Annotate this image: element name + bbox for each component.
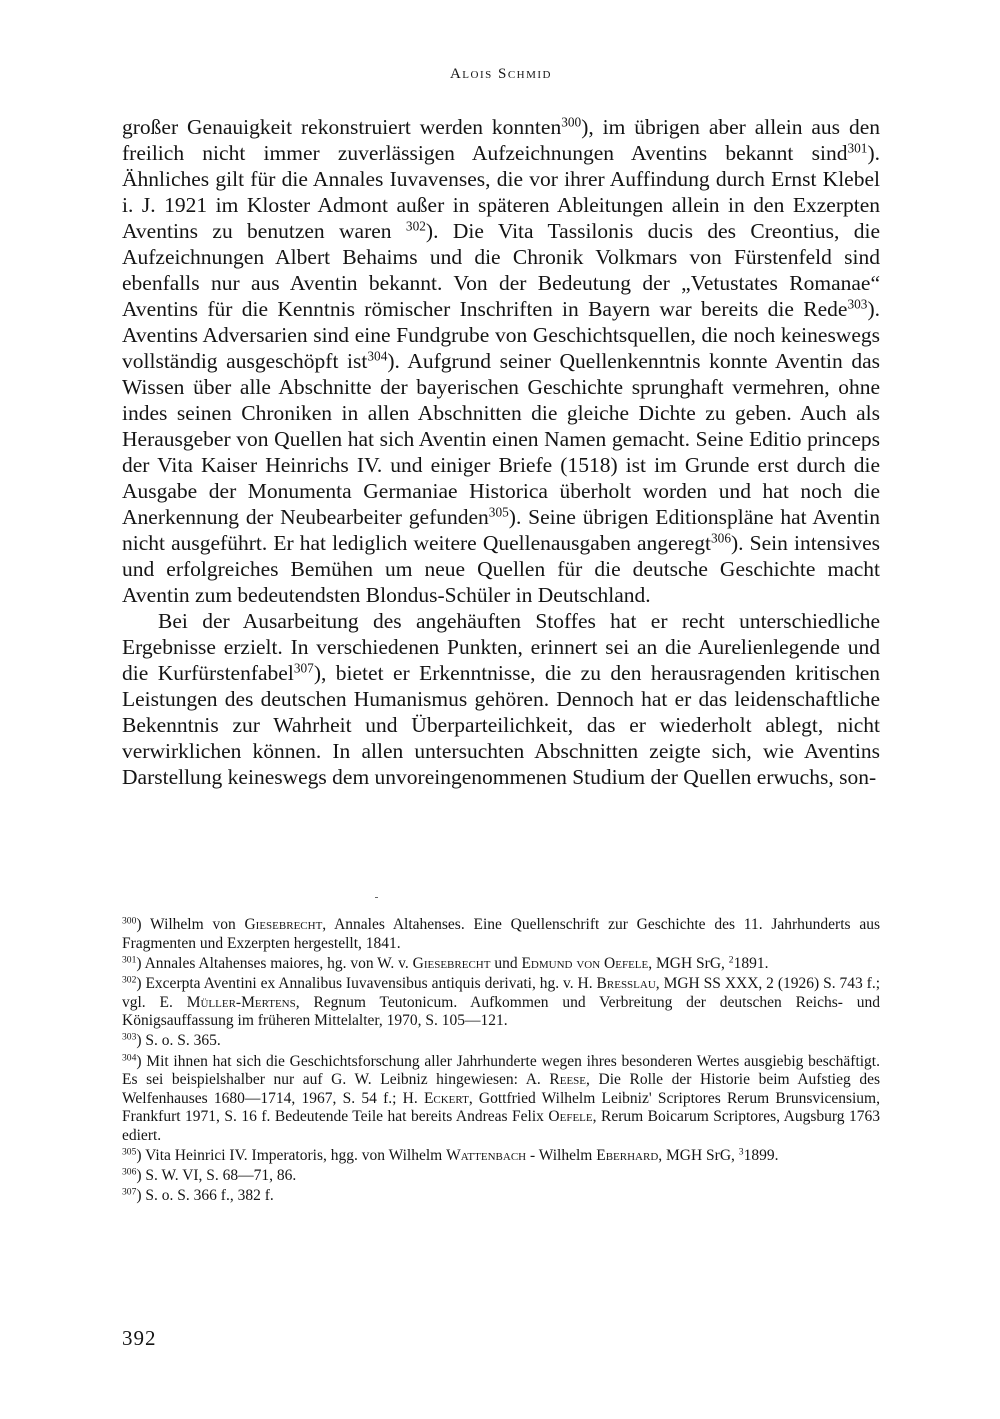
text-run: , Regnum Teutonicum. Aufkommen und Verbreitung der deutschen Reichs- und Königsauffassung im früheren Mittelalter, 1970, S. 105—121. <box>122 993 880 1030</box>
author-name: Bresslau <box>596 974 656 992</box>
author-name: Giesebrecht <box>412 954 491 972</box>
text-run: , MGH SrG, <box>648 954 729 972</box>
footnote <box>122 1187 880 1206</box>
note-reference: 305 <box>122 1146 137 1158</box>
text-run: 1899. <box>743 1147 779 1165</box>
footnote <box>122 1053 880 1146</box>
footnote <box>122 975 880 1031</box>
note-reference: 3 <box>738 1146 744 1158</box>
separator-mark <box>375 897 378 898</box>
text-run: , Gottfried Wilhelm Leibniz' Scriptores Rerum Brunsvicensium, Frankfurt 1971, S. 16 f. Bedeutende Teile hat bereits Andreas Felix <box>122 1089 880 1126</box>
main-text <box>122 114 880 790</box>
note-reference: 304 <box>122 1052 137 1064</box>
text-run: , MGH SrG, <box>658 1147 739 1165</box>
text-run: ), bietet er Erkenntnisse, die zu den herausragenden kritischen Leistungen des deutschen Humanismus gehören. Dennoch hat er das leidenschaftliche Bekenntnis zur Wahrheit und Überparteilichkeit, das er wiederholt ablegt, nicht verwirklichen können. In allen untersuchten Abschnitten zeigte sich, wie Aventins Darstellung keineswegs dem unvoreingenommenen Studium der Quellen erwuchs, son- <box>122 661 880 789</box>
note-reference: 2 <box>728 954 734 966</box>
text-run: ). Aventins Adversarien sind eine Fundgrube von Geschichtsquellen, die noch keineswegs vollständig ausgeschöpft ist <box>122 297 880 373</box>
text-run: ) Wilhelm von <box>136 916 245 933</box>
text-run: ) S. o. S. 365. <box>136 1032 221 1050</box>
note-reference: 306 <box>122 1167 137 1178</box>
text-run: , MGH SS XXX, 2 (1926) S. 743 f.; vgl. E. <box>122 974 880 1011</box>
text-run: , Die Rolle der Historie beim Aufstieg des Welfenhauses 1680—1714, 1967, S. 54 f.; H. <box>122 1071 880 1107</box>
note-reference: 303 <box>847 296 868 312</box>
text-run: Bei der Ausarbeitung des angehäuften Stoffes hat er recht unterschiedliche Ergebnisse erzielt. In verschiedenen Punkten, erinnert sei an die Aurelienlegende und die Kurfürstenfabel <box>122 609 880 685</box>
text-run: ) S. W. VI, S. 68—71, 86. <box>136 1167 297 1185</box>
note-reference: 306 <box>711 530 732 546</box>
body-paragraph <box>122 608 880 790</box>
author-name: Eberhard <box>596 1147 659 1165</box>
author-name: Müller-Mertens <box>186 993 296 1011</box>
note-reference: 304 <box>367 348 388 364</box>
text-run: ) Vita Heinrici IV. Imperatoris, hgg. von Wilhelm <box>136 1147 447 1165</box>
text-run: , Annales Altahenses. Eine Quellenschrift zur Geschichte des 11. Jahrhunderts aus Fragmenten und Exzerpten hergestellt, 1841. <box>122 916 880 952</box>
text-run: ). Aufgrund seiner Quellenkenntnis konnte Aventin das Wissen über alle Abschnitte der bayerischen Geschichte sprunghaft vermehren, ohne indes seinen Chroniken in allen Abschnitten die gleiche Dichte zu geben. Auch als Herausgeber von Quellen hat sich Aventin einen Namen gemacht. Seine Editio princeps der Vita Kaiser Heinrichs IV. und einiger Briefe (1518) ist im Grunde erst durch die Ausgabe der Monumenta Germaniae Historica überholt worden und hat noch die Anerkennung der Neubearbeiter gefunden <box>122 349 880 529</box>
note-reference: 300 <box>122 915 137 927</box>
note-reference: 303 <box>122 1032 137 1044</box>
text-run: 1891. <box>733 954 769 972</box>
text-run: - Wilhelm <box>526 1147 597 1165</box>
author-name: Wattenbach <box>446 1147 527 1165</box>
footnote <box>122 1167 880 1186</box>
footnote <box>122 955 880 974</box>
text-run: großer Genauigkeit rekonstruiert werden konnten <box>122 115 562 139</box>
footnote <box>122 1032 880 1051</box>
text-run: ). Sein intensives und erfolgreiches Bemühen um neue Quellen für die deutsche Geschichte macht Aventin zum bedeutendsten Blondus-Schüler in Deutschland. <box>122 531 880 607</box>
text-run: ). Ähnliches gilt für die Annales Iuvavenses, die vor ihrer Auffindung durch Ernst Klebel i. J. 1921 im Kloster Admont außer in späteren Ableitungen allein in den Exzerpten Aventins zu benutzen waren <box>122 141 880 243</box>
note-reference: 300 <box>561 114 582 130</box>
text-run: ), im übrigen aber allein aus den freilich nicht immer zuverlässigen Aufzeichnungen Aventins bekannt sind <box>122 115 880 165</box>
text-run: , Rerum Boicarum Scriptores, Augsburg 1763 ediert. <box>122 1108 880 1144</box>
note-reference: 302 <box>122 974 137 986</box>
note-reference: 307 <box>122 1187 137 1199</box>
body-paragraph <box>122 114 880 608</box>
text-run: ). Die Vita Tassilonis ducis des Creontius, die Aufzeichnungen Albert Behaims und die Chronik Volkmars von Fürstenfeld sind ebenfalls nur aus Aventin bekannt. Von der Bedeutung der „Vetustates Romanae“ Aventins für die Kenntnis römischer Inschriften in Bayern war bereits die Rede <box>122 219 880 321</box>
text-run: ) Annales Altahenses maiores, hg. von W. v. <box>136 954 413 972</box>
author-name: Edmund von Oefele <box>521 954 649 972</box>
note-reference: 302 <box>405 218 426 234</box>
author-name: Oefele <box>548 1108 593 1126</box>
text-run: ). Seine übrigen Editionspläne hat Aventin nicht ausgeführt. Er hat lediglich weitere Quellenausgaben angeregt <box>122 505 880 555</box>
text-run: ) Excerpta Aventini ex Annalibus Iuvavensibus antiquis derivati, hg. v. H. <box>136 974 597 992</box>
note-reference: 307 <box>293 660 314 676</box>
footnote <box>122 916 880 953</box>
text-run: und <box>490 954 522 972</box>
note-reference: 301 <box>122 954 137 966</box>
running-header: Alois Schmid <box>449 66 553 82</box>
author-name: Reese <box>549 1071 587 1089</box>
footnote <box>122 1147 880 1166</box>
note-reference: 301 <box>847 140 868 156</box>
note-reference: 305 <box>488 504 509 520</box>
footnotes-section <box>122 916 880 1208</box>
text-run: ) S. o. S. 366 f., 382 f. <box>136 1187 274 1205</box>
text-run: ) Mit ihnen hat sich die Geschichtsforschung aller Jahrhunderte wegen ihres besonderen Wertes ausgiebig beschäftigt. Es sei beispielshalber nur auf G. W. Leibniz hingewiesen: A. <box>122 1052 880 1089</box>
page-number: 392 <box>122 1326 157 1350</box>
author-name: Giesebrecht <box>244 916 323 933</box>
author-name: Eckert <box>423 1089 469 1107</box>
